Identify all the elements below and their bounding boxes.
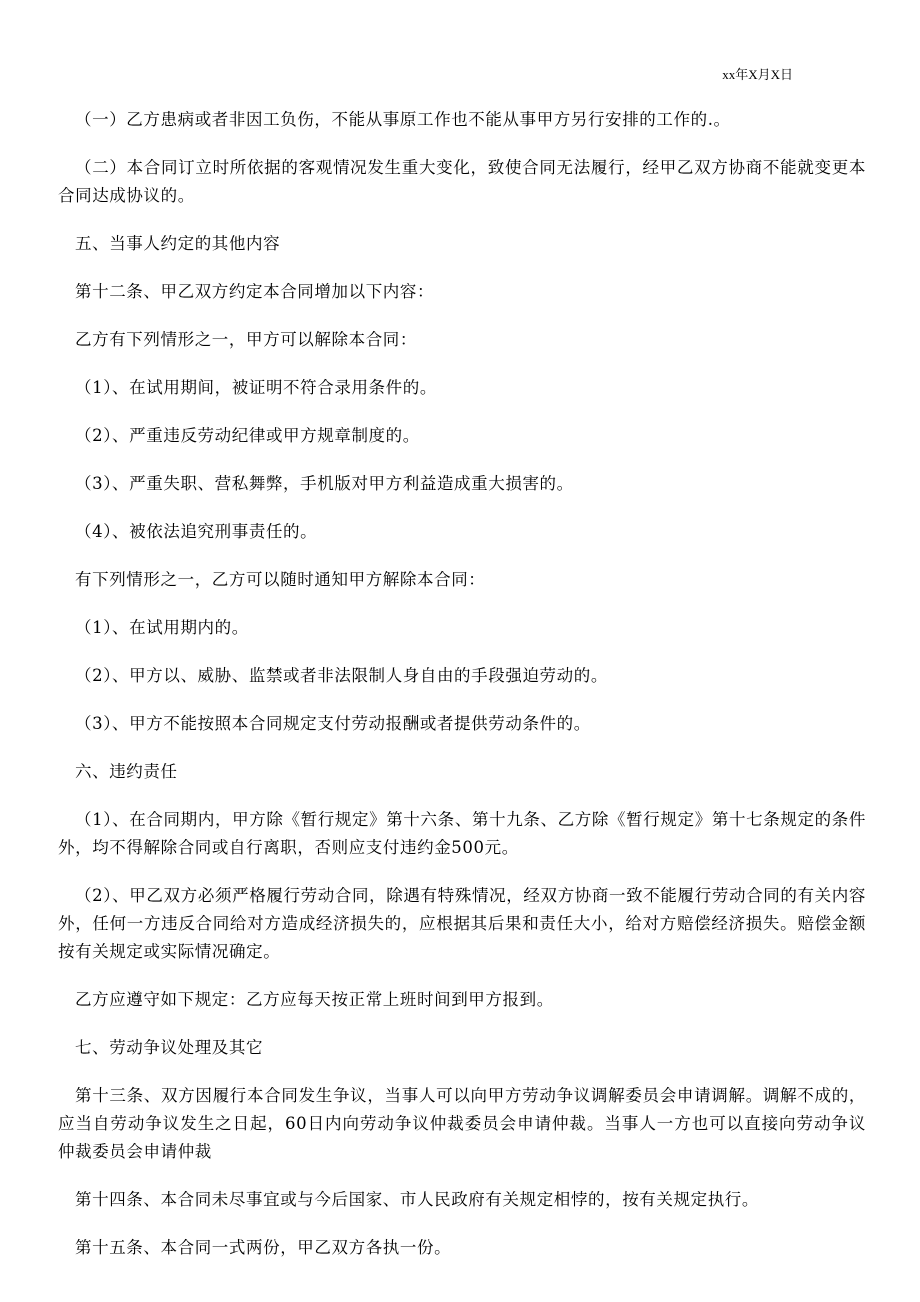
paragraph: （2）、甲乙双方必须严格履行劳动合同，除遇有特殊情况，经双方协商一致不能履行劳动合同的有关内容外，任何一方违反合同给对方造成经济损失的，应根据其后果和责任大小，给对方赔偿经济损失。赔偿金额按有关规定或实际情况确定。 <box>58 886 866 961</box>
document-body <box>58 106 866 1282</box>
article-paragraph: 第十四条、本合同未尽事宜或与今后国家、市人民政府有关规定相悖的，按有关规定执行。 <box>75 1190 759 1209</box>
paragraph: 有下列情形之一，乙方可以随时通知甲方解除本合同： <box>75 570 486 589</box>
list-item: （2）、甲方以、威胁、监禁或者非法限制人身自由的手段强迫劳动的。 <box>75 666 608 685</box>
article-paragraph: 第十五条、本合同一式两份，甲乙双方各执一份。 <box>75 1238 452 1257</box>
list-item: （3）、严重失职、营私舞弊，手机版对甲方利益造成重大损害的。 <box>75 474 574 493</box>
article-heading: 第十二条、甲乙双方约定本合同增加以下内容： <box>75 282 435 301</box>
section-heading: 七、劳动争议处理及其它 <box>75 1038 264 1057</box>
section-heading: 六、违约责任 <box>75 762 178 781</box>
paragraph: 乙方有下列情形之一，甲方可以解除本合同： <box>75 330 417 349</box>
paragraph: 乙方应遵守如下规定：乙方应每天按正常上班时间到甲方报到。 <box>75 990 554 1009</box>
section-heading: 五、当事人约定的其他内容 <box>75 234 281 253</box>
header-date: xx年X月X日 <box>722 67 793 82</box>
list-item: （1）、在试用期间，被证明不符合录用条件的。 <box>75 378 437 397</box>
list-item: （1）、在试用期内的。 <box>75 618 249 637</box>
list-item: （3）、甲方不能按照本合同规定支付劳动报酬或者提供劳动条件的。 <box>75 714 591 733</box>
paragraph: （一）乙方患病或者非因工负伤，不能从事原工作也不能从事甲方另行安排的工作的.。 <box>75 110 731 129</box>
list-item: （2）、严重违反劳动纪律或甲方规章制度的。 <box>75 426 420 445</box>
article-paragraph: 第十三条、双方因履行本合同发生争议，当事人可以向甲方劳动争议调解委员会申请调解。调解不成的，应当自劳动争议发生之日起，60日内向劳动争议仲裁委员会申请仲裁。当事人一方也可以直接向劳动争议仲裁委员会申请仲裁 <box>58 1086 866 1161</box>
paragraph: （1）、在合同期内，甲方除《暂行规定》第十六条、第十九条、乙方除《暂行规定》第十七条规定的条件外，均不得解除合同或自行离职，否则应支付违约金500元。 <box>58 810 866 857</box>
list-item: （4）、被依法追究刑事责任的。 <box>75 522 318 541</box>
paragraph: （二）本合同订立时所依据的客观情况发生重大变化，致使合同无法履行，经甲乙双方协商不能就变更本合同达成协议的。 <box>58 158 866 205</box>
